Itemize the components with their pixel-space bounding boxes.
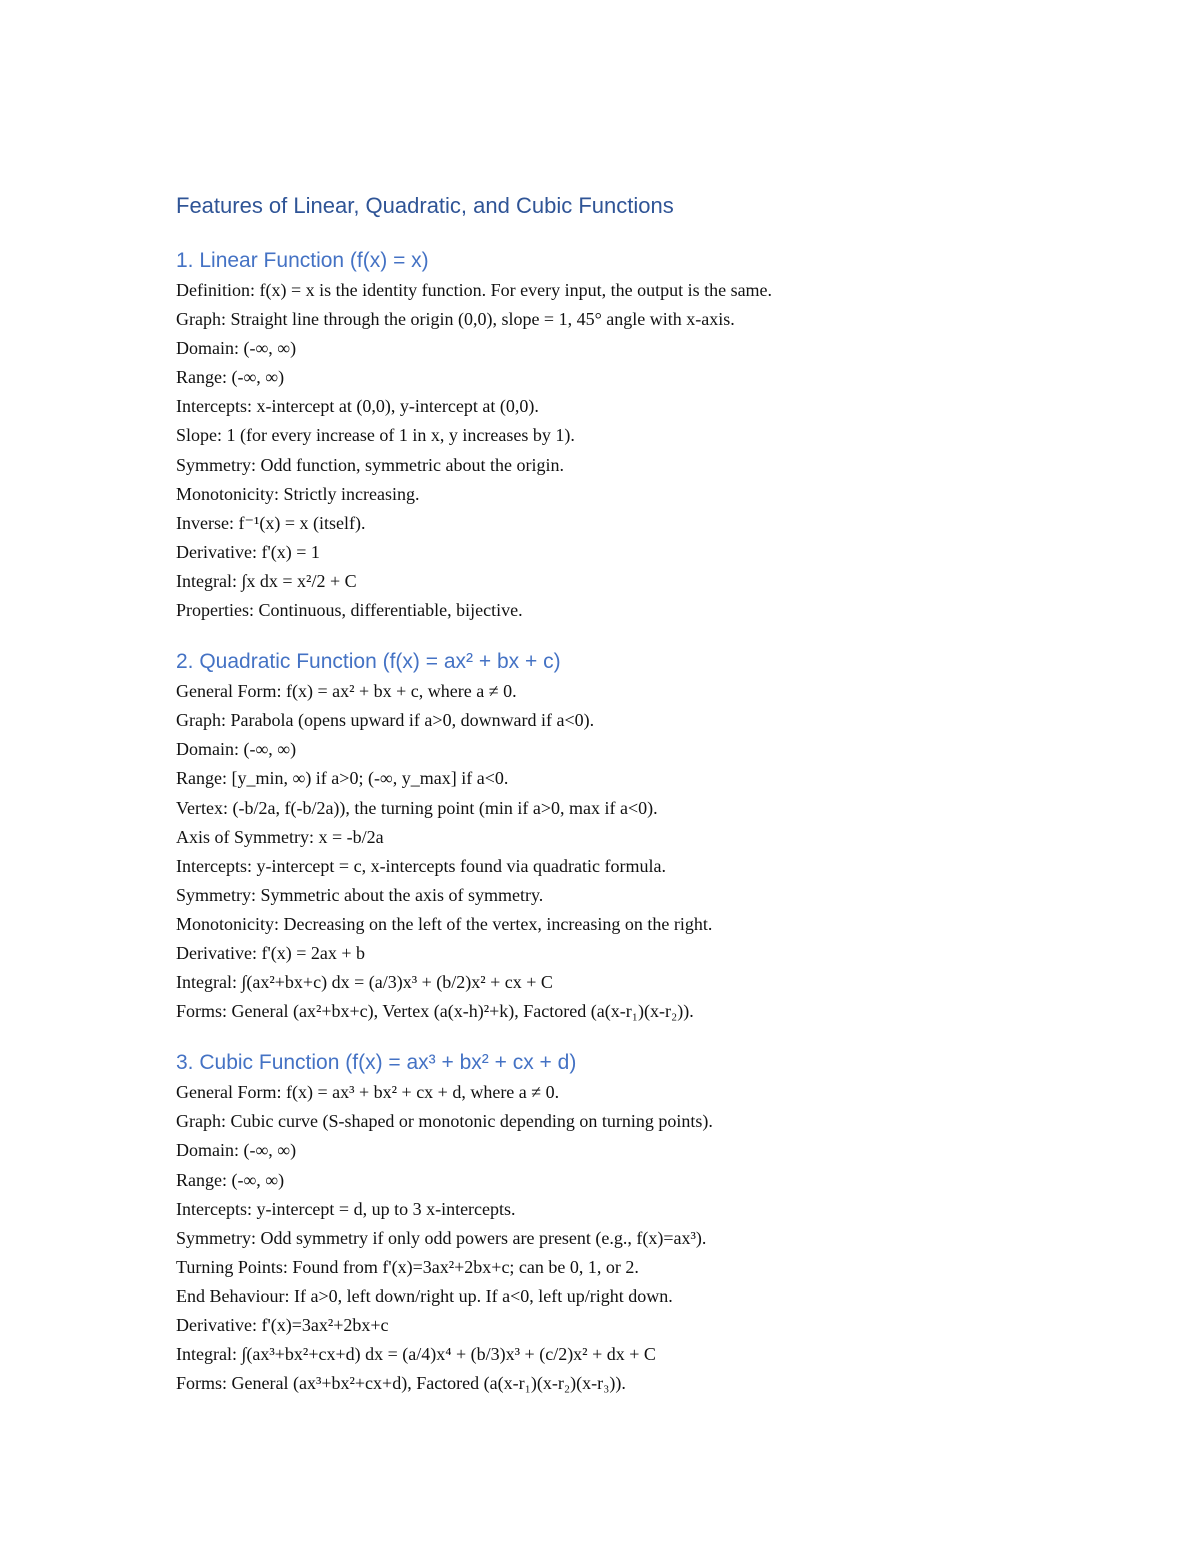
- end-behaviour-line: End Behaviour: If a>0, left down/right up. If a<0, left up/right down.: [176, 1285, 673, 1306]
- section-quadratic-function: [176, 647, 1136, 1026]
- section-cubic-function: [176, 1048, 1136, 1398]
- turning-points-line: Turning Points: Found from f'(x)=3ax²+2bx+c; can be 0, 1, or 2.: [176, 1256, 639, 1277]
- vertex-line: Vertex: (-b/2a, f(-b/2a)), the turning point (min if a>0, max if a<0).: [176, 797, 658, 818]
- integral-line: Integral: ∫x dx = x²/2 + C: [176, 570, 357, 591]
- general-form-line: General Form: f(x) = ax² + bx + c, where a ≠ 0.: [176, 681, 517, 702]
- range-line: Range: [y_min, ∞) if a>0; (-∞, y_max] if a<0.: [176, 768, 509, 789]
- derivative-line: Derivative: f'(x)=3ax²+2bx+c: [176, 1315, 389, 1335]
- spacer: [176, 625, 1136, 647]
- derivative-line: Derivative: f'(x) = 1: [176, 541, 320, 562]
- spacer: [176, 224, 1136, 246]
- section-heading: 2. Quadratic Function (f(x) = ax² + bx + c): [176, 650, 561, 674]
- section-linear-function: [176, 246, 1136, 625]
- spacer: [176, 1026, 1136, 1048]
- section-heading: 3. Cubic Function (f(x) = ax³ + bx² + cx + d): [176, 1051, 577, 1075]
- integral-line: Integral: ∫(ax²+bx+c) dx = (a/3)x³ + (b/2)x² + cx + C: [176, 972, 553, 993]
- slope-line: Slope: 1 (for every increase of 1 in x, y increases by 1).: [176, 425, 575, 446]
- document-page: [176, 188, 1136, 1398]
- properties-line: Properties: Continuous, differentiable, bijective.: [176, 600, 523, 621]
- forms-line: Forms: General (ax³+bx²+cx+d), Factored (a(x-r₁)(x-r₂)(x-r₃)).: [176, 1373, 626, 1394]
- range-line: Range: (-∞, ∞): [176, 367, 285, 388]
- monotonicity-line: Monotonicity: Decreasing on the left of the vertex, increasing on the right.: [176, 913, 713, 934]
- forms-line: Forms: General (ax²+bx+c), Vertex (a(x-h)²+k), Factored (a(x-r₁)(x-r₂)).: [176, 1001, 694, 1022]
- definition-line: Definition: f(x) = x is the identity function. For every input, the output is the same.: [176, 280, 773, 300]
- range-line: Range: (-∞, ∞): [176, 1169, 285, 1190]
- graph-line: Graph: Straight line through the origin (0,0), slope = 1, 45° angle with x-axis.: [176, 309, 735, 330]
- intercepts-line: Intercepts: y-intercept = d, up to 3 x-intercepts.: [176, 1198, 516, 1219]
- intercepts-line: Intercepts: x-intercept at (0,0), y-intercept at (0,0).: [176, 396, 539, 417]
- domain-line: Domain: (-∞, ∞): [176, 338, 297, 359]
- derivative-line: Derivative: f'(x) = 2ax + b: [176, 942, 365, 963]
- domain-line: Domain: (-∞, ∞): [176, 1140, 297, 1161]
- symmetry-line: Symmetry: Symmetric about the axis of symmetry.: [176, 884, 544, 905]
- axis-of-symmetry-line: Axis of Symmetry: x = -b/2a: [176, 826, 384, 847]
- intercepts-line: Intercepts: y-intercept = c, x-intercepts found via quadratic formula.: [176, 855, 666, 876]
- section-heading: 1. Linear Function (f(x) = x): [176, 249, 429, 272]
- symmetry-line: Symmetry: Odd function, symmetric about the origin.: [176, 454, 564, 475]
- graph-line: Graph: Parabola (opens upward if a>0, downward if a<0).: [176, 710, 595, 731]
- inverse-line: Inverse: f⁻¹(x) = x (itself).: [176, 512, 366, 533]
- symmetry-line: Symmetry: Odd symmetry if only odd powers are present (e.g., f(x)=ax³).: [176, 1227, 707, 1248]
- monotonicity-line: Monotonicity: Strictly increasing.: [176, 483, 420, 504]
- domain-line: Domain: (-∞, ∞): [176, 739, 297, 760]
- integral-line: Integral: ∫(ax³+bx²+cx+d) dx = (a/4)x⁴ + (b/3)x³ + (c/2)x² + dx + C: [176, 1344, 656, 1365]
- document-title: Features of Linear, Quadratic, and Cubic Functions: [176, 193, 674, 218]
- graph-line: Graph: Cubic curve (S-shaped or monotonic depending on turning points).: [176, 1111, 713, 1132]
- general-form-line: General Form: f(x) = ax³ + bx² + cx + d, where a ≠ 0.: [176, 1082, 560, 1103]
